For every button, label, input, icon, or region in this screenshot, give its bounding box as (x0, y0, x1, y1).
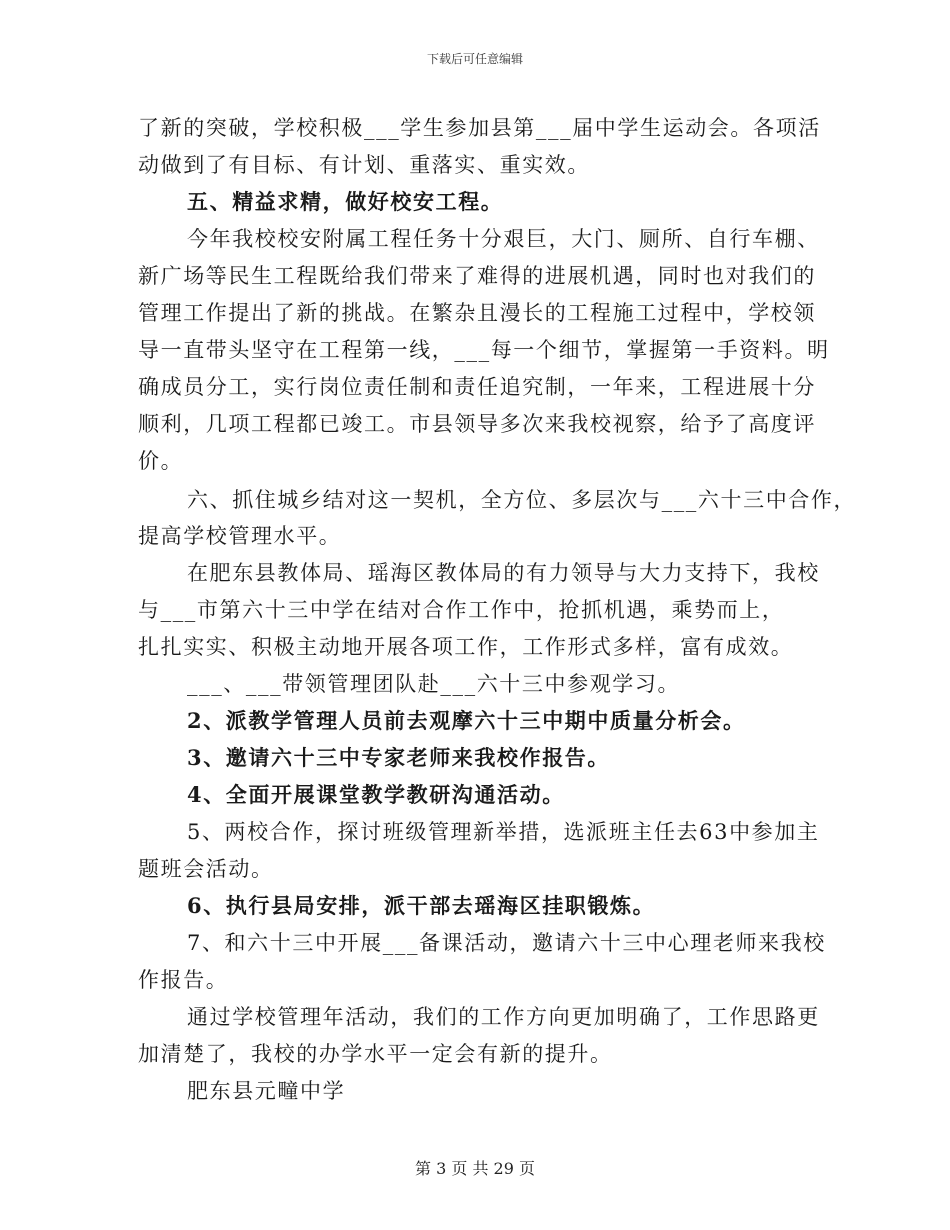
list-item: 7、和六十三中开展___备课活动，邀请六十三中心理老师来我校 (187, 931, 826, 955)
body-line: 价。 (138, 449, 184, 473)
page-footer: 第 3 页 共 29 页 (415, 1159, 535, 1178)
list-item: 4、全面开展课堂教学教研沟通活动。 (187, 782, 565, 807)
body-line: 动做到了有目标、有计划、重落实、重实效。 (138, 153, 590, 177)
body-line: 加清楚了，我校的办学水平一定会有新的提升。 (138, 1042, 613, 1066)
list-item: 2、派教学管理人员前去观摩六十三中期中质量分析会。 (187, 708, 746, 733)
body-line: 管理工作提出了新的挑战。在繁杂且漫长的工程施工过程中，学校领 (138, 301, 816, 325)
body-line: 确成员分工，实行岗位责任制和责任追究制，一年来，工程进展十分 (138, 375, 816, 399)
body-line: 提高学校管理水平。 (138, 524, 342, 548)
section-heading: 六、抓住城乡结对这一契机，全方位、多层次与___六十三中合作， (187, 488, 857, 512)
list-item: ___、___带领管理团队赴___六十三中参观学习。 (187, 672, 681, 696)
signature-line: 肥东县元疃中学 (187, 1079, 346, 1103)
list-item: 3、邀请六十三中专家老师来我校作报告。 (187, 745, 611, 770)
body-line: 扎扎实实、积极主动地开展各项工作，工作形式多样，富有成效。 (138, 635, 794, 659)
body-line: 新广场等民生工程既给我们带来了难得的进展机遇，同时也对我们的 (138, 264, 816, 288)
list-item-continued: 题班会活动。 (138, 857, 274, 881)
list-item: 5、两校合作，探讨班级管理新举措，选派班主任去63中参加主 (187, 820, 820, 844)
body-line: 今年我校校安附属工程任务十分艰巨，大门、厕所、自行车棚、 (187, 227, 820, 251)
section-heading: 五、精益求精，做好校安工程。 (187, 189, 504, 214)
body-line: 与___市第六十三中学在结对合作工作中，抢抓机遇，乘势而上， (138, 598, 785, 622)
body-line: 通过学校管理年活动，我们的工作方向更加明确了，工作思路更 (187, 1005, 820, 1029)
body-line: 导一直带头坚守在工程第一线，___每一个细节，掌握第一手资料。明 (138, 338, 830, 362)
list-item: 6、执行县局安排，派干部去瑶海区挂职锻炼。 (187, 893, 656, 918)
body-line: 了新的突破，学校积极___学生参加县第___届中学生运动会。各项活 (138, 116, 821, 140)
body-line: 顺利，几项工程都已竣工。市县领导多次来我校视察，给予了高度评 (138, 412, 816, 436)
list-item-continued: 作报告。 (138, 968, 229, 992)
body-line: 在肥东县教体局、瑶海区教体局的有力领导与大力支持下，我校 (187, 561, 820, 585)
page-header: 下载后可任意编辑 (426, 52, 523, 66)
